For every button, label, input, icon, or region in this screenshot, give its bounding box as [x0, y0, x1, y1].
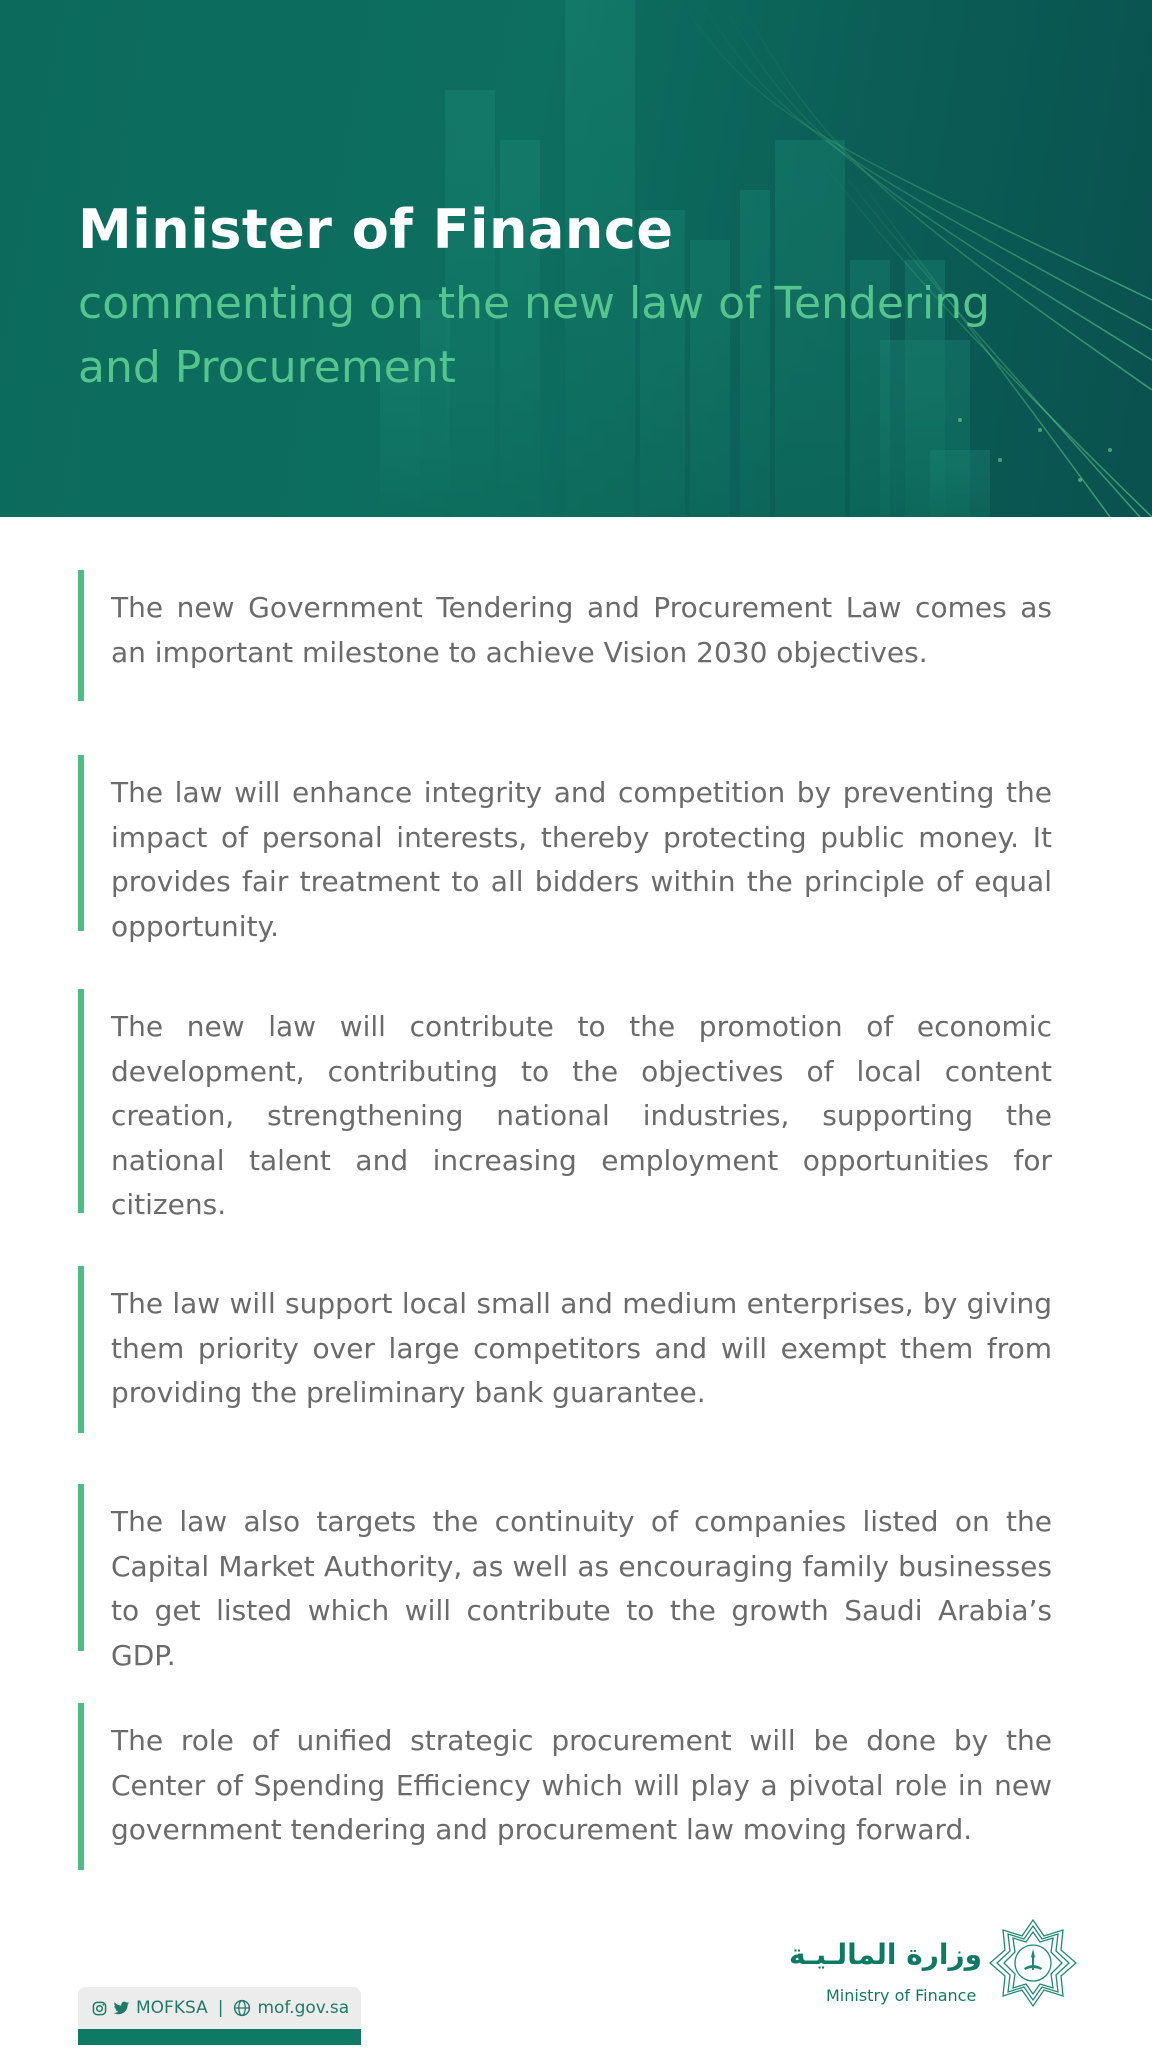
instagram-icon[interactable]: [92, 2001, 107, 2016]
list-item: [78, 755, 1078, 943]
ministry-name-arabic: وزارة المالـيـة: [789, 1938, 982, 1971]
list-item: [78, 1484, 1078, 1672]
divider: |: [217, 1998, 224, 2018]
ministry-logo: [789, 1916, 1082, 2012]
list-item: [78, 570, 1078, 701]
globe-icon: [233, 1999, 251, 2017]
ministry-emblem-icon: [986, 1916, 1080, 2010]
footer-bar: [78, 2029, 361, 2045]
point-text: The role of unified strategic procurement will be done by the Center of Spending Efficiency which will play a pivotal role in new government tendering and procurement law moving forward.: [111, 1724, 1052, 1846]
point-text: The new Government Tendering and Procurement Law comes as an important milestone to achieve Vision 2030 objectives.: [111, 591, 1052, 669]
twitter-icon[interactable]: [113, 2001, 130, 2016]
point-text: The new law will contribute to the promotion of economic development, contributing to the objectives of local content creation, strengthening national industries, supporting the national talent and increasing employment opportunities for citizens.: [111, 1010, 1052, 1221]
point-text: The law will support local small and medium enterprises, by giving them priority over large competitors and will exempt them from providing the preliminary bank guarantee.: [111, 1287, 1052, 1409]
social-handle[interactable]: MOFKSA: [136, 1998, 208, 2018]
hero-banner: [0, 0, 1152, 517]
ministry-name-english: Ministry of Finance: [826, 1986, 977, 2005]
point-text: The law will enhance integrity and competition by preventing the impact of personal interests, thereby protecting public money. It provides fair treatment to all bidders within the principle of equal opportunity.: [111, 776, 1052, 943]
list-item: [78, 989, 1078, 1221]
list-item: [78, 1703, 1078, 1870]
website-link[interactable]: mof.gov.sa: [257, 1998, 350, 2018]
page-subtitle: commenting on the new law of Tendering and Procurement: [78, 278, 991, 393]
point-text: The law also targets the continuity of companies listed on the Capital Market Authority, as well as encouraging family businesses to get listed which will contribute to the growth Saudi Arabia’s GDP.: [111, 1505, 1052, 1672]
page-title: Minister of Finance: [78, 198, 674, 261]
social-links: [78, 1987, 361, 2045]
list-item: [78, 1266, 1078, 1433]
